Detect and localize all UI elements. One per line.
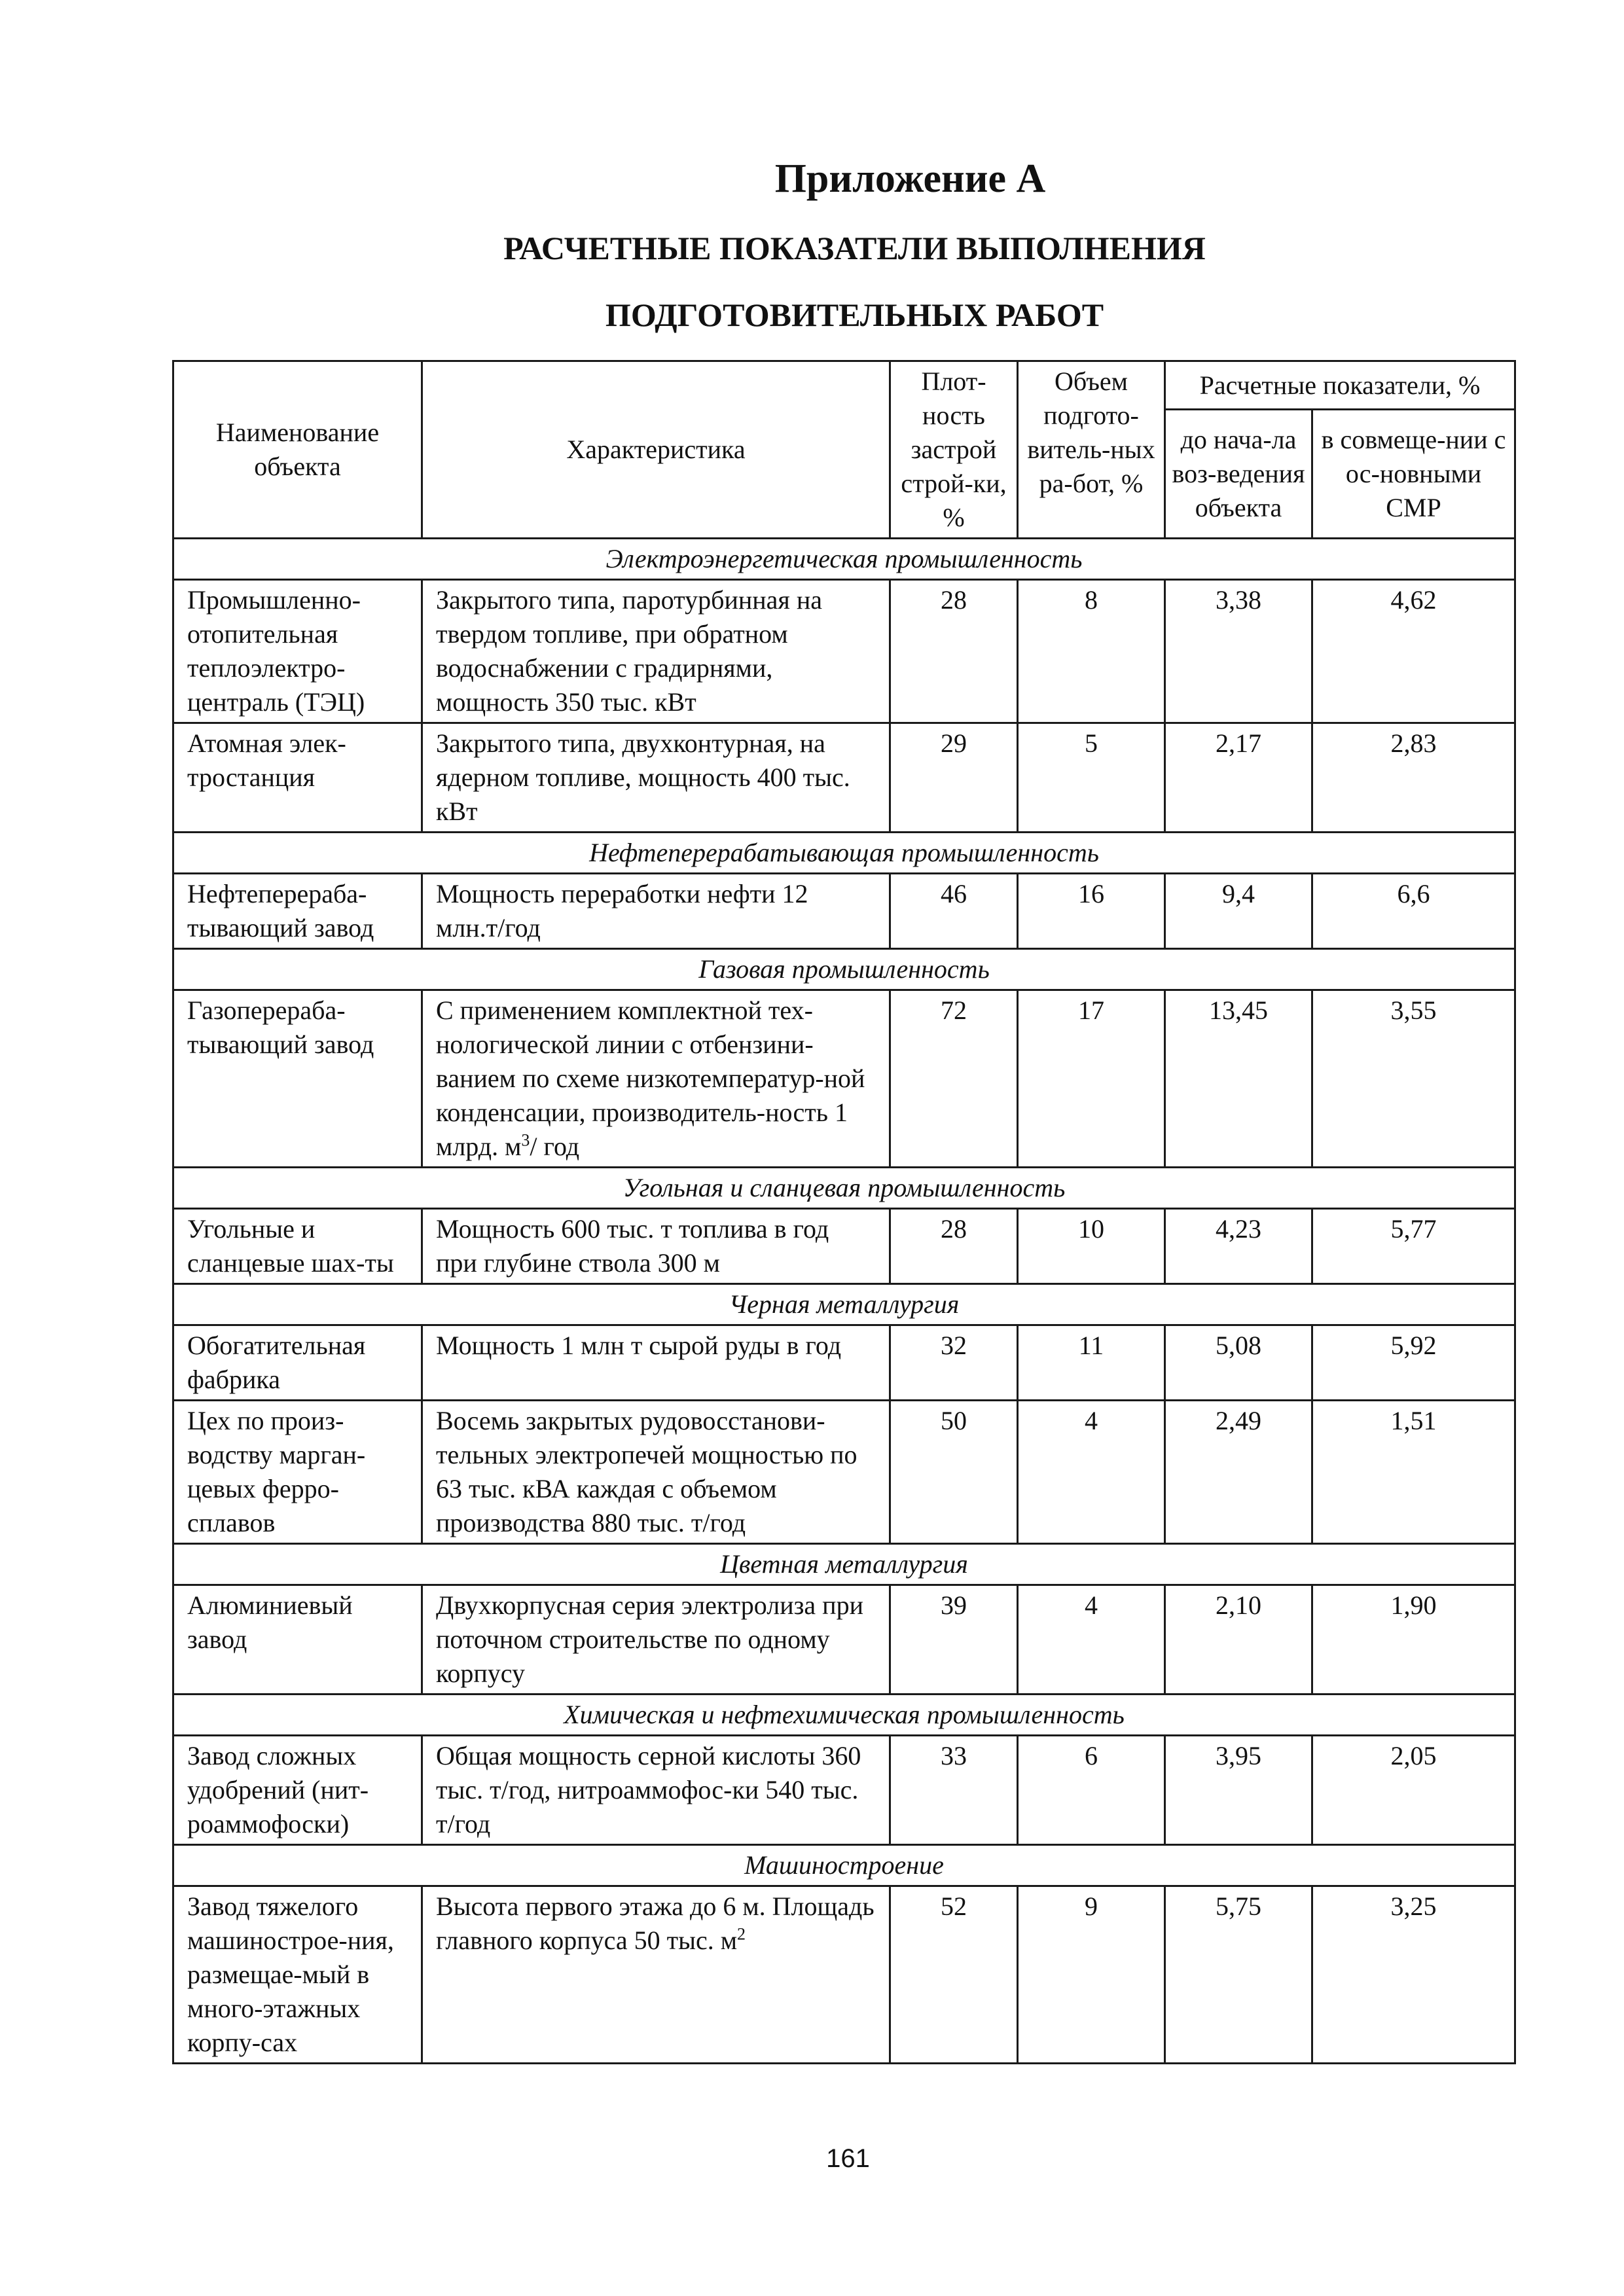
density-value: 28	[890, 1209, 1018, 1284]
combined-value: 2,83	[1312, 723, 1515, 833]
object-name: Угольные и сланцевые шах-ты	[173, 1209, 422, 1284]
section-title: Черная металлургия	[173, 1284, 1515, 1325]
object-characteristic: Общая мощность серной кислоты 360 тыс. т/год, нитроаммофос-ки 540 тыс. т/год	[422, 1736, 890, 1845]
header-combined: в совмеще-нии с ос-новными СМР	[1312, 410, 1515, 539]
superscript: 2	[737, 1924, 746, 1944]
table-row	[173, 874, 1515, 949]
characteristic-text: С применением комплектной тех-нологической линии с отбензини-ванием по схеме низкотемператур-ной конденсации, производитель-ность 1 млрд. м	[436, 996, 865, 1161]
appendix-title: Приложение А	[774, 156, 1046, 201]
combined-value: 1,51	[1312, 1401, 1515, 1544]
volume-value: 5	[1018, 723, 1165, 833]
section-row	[173, 833, 1515, 874]
density-value: 32	[890, 1325, 1018, 1401]
section-title: Угольная и сланцевая промышленность	[173, 1168, 1515, 1209]
density-value: 39	[890, 1585, 1018, 1695]
before-value: 2,17	[1165, 723, 1312, 833]
table-row	[173, 1886, 1515, 2064]
object-characteristic: Мощность переработки нефти 12 млн.т/год	[422, 874, 890, 949]
combined-value: 6,6	[1312, 874, 1515, 949]
object-name: Нефтеперераба-тывающий завод	[173, 874, 422, 949]
page-number: 161	[826, 2144, 870, 2173]
section-title: Химическая и нефтехимическая промышленность	[173, 1695, 1515, 1736]
characteristic-tail: / год	[530, 1132, 580, 1161]
before-value: 2,49	[1165, 1401, 1312, 1544]
density-value: 29	[890, 723, 1018, 833]
combined-value: 3,25	[1312, 1886, 1515, 2064]
before-value: 2,10	[1165, 1585, 1312, 1695]
object-name: Атомная элек-тростанция	[173, 723, 422, 833]
object-characteristic	[422, 990, 890, 1168]
object-name: Промышленно-отопительная теплоэлектро-централь (ТЭЦ)	[173, 580, 422, 723]
table-header-row	[173, 361, 1515, 410]
before-value: 9,4	[1165, 874, 1312, 949]
object-name: Алюминиевый завод	[173, 1585, 422, 1695]
before-value: 3,38	[1165, 580, 1312, 723]
combined-value: 3,55	[1312, 990, 1515, 1168]
table-row	[173, 1401, 1515, 1544]
object-name: Завод сложных удобрений (нит-роаммофоски)	[173, 1736, 422, 1845]
density-value: 52	[890, 1886, 1018, 2064]
header-volume: Объем подгото-витель-ных ра-бот, %	[1018, 361, 1165, 539]
section-row	[173, 949, 1515, 990]
volume-value: 6	[1018, 1736, 1165, 1845]
before-value: 5,75	[1165, 1886, 1312, 2064]
volume-value: 17	[1018, 990, 1165, 1168]
object-name: Обогатительная фабрика	[173, 1325, 422, 1401]
section-title: Газовая промышленность	[173, 949, 1515, 990]
table-row	[173, 1585, 1515, 1695]
table-row	[173, 1325, 1515, 1401]
combined-value: 1,90	[1312, 1585, 1515, 1695]
section-title: Цветная металлургия	[173, 1544, 1515, 1585]
object-characteristic: Двухкорпусная серия электролиза при поточном строительстве по одному корпусу	[422, 1585, 890, 1695]
header-before: до нача-ла воз-ведения объекта	[1165, 410, 1312, 539]
combined-value: 2,05	[1312, 1736, 1515, 1845]
combined-value: 5,77	[1312, 1209, 1515, 1284]
section-row	[173, 1544, 1515, 1585]
heading-line-2: ПОДГОТОВИТЕЛЬНЫХ РАБОТ	[605, 296, 1104, 333]
volume-value: 10	[1018, 1209, 1165, 1284]
object-name: Цех по произ-водству марган-цевых ферро-сплавов	[173, 1401, 422, 1544]
section-row	[173, 1845, 1515, 1886]
section-row	[173, 1168, 1515, 1209]
combined-value: 4,62	[1312, 580, 1515, 723]
header-indicators: Расчетные показатели, %	[1165, 361, 1515, 410]
density-value: 72	[890, 990, 1018, 1168]
object-characteristic: Закрытого типа, паротурбинная на твердом топливе, при обратном водоснабжении с градирнями, мощность 350 тыс. кВт	[422, 580, 890, 723]
volume-value: 4	[1018, 1401, 1165, 1544]
volume-value: 9	[1018, 1886, 1165, 2064]
header-density: Плот-ность застрой строй-ки, %	[890, 361, 1018, 539]
density-value: 33	[890, 1736, 1018, 1845]
heading-line-1: РАСЧЕТНЫЕ ПОКАЗАТЕЛИ ВЫПОЛНЕНИЯ	[503, 230, 1206, 266]
section-title: Машиностроение	[173, 1845, 1515, 1886]
before-value: 3,95	[1165, 1736, 1312, 1845]
header-characteristic: Характеристика	[422, 361, 890, 539]
object-characteristic: Восемь закрытых рудовосстанови-тельных электропечей мощностью по 63 тыс. кВА каждая с объемом производства 880 тыс. т/год	[422, 1401, 890, 1544]
volume-value: 8	[1018, 580, 1165, 723]
before-value: 5,08	[1165, 1325, 1312, 1401]
density-value: 46	[890, 874, 1018, 949]
section-row	[173, 539, 1515, 580]
header-name: Наименование объекта	[173, 361, 422, 539]
table-row	[173, 1736, 1515, 1845]
object-name: Газоперераба-тывающий завод	[173, 990, 422, 1168]
object-characteristic	[422, 1886, 890, 2064]
density-value: 28	[890, 580, 1018, 723]
table-row	[173, 990, 1515, 1168]
object-characteristic: Мощность 600 тыс. т топлива в год при глубине ствола 300 м	[422, 1209, 890, 1284]
table-row	[173, 580, 1515, 723]
before-value: 13,45	[1165, 990, 1312, 1168]
superscript: 3	[521, 1130, 530, 1150]
before-value: 4,23	[1165, 1209, 1312, 1284]
volume-value: 11	[1018, 1325, 1165, 1401]
object-characteristic: Закрытого типа, двухконтурная, на ядерном топливе, мощность 400 тыс. кВт	[422, 723, 890, 833]
density-value: 50	[890, 1401, 1018, 1544]
combined-value: 5,92	[1312, 1325, 1515, 1401]
table-row	[173, 723, 1515, 833]
section-title: Электроэнергетическая промышленность	[173, 539, 1515, 580]
section-row	[173, 1695, 1515, 1736]
object-characteristic: Мощность 1 млн т сырой руды в год	[422, 1325, 890, 1401]
section-row	[173, 1284, 1515, 1325]
volume-value: 4	[1018, 1585, 1165, 1695]
object-name: Завод тяжелого машинострое-ния, размещае-мый в много-этажных корпу-сах	[173, 1886, 422, 2064]
characteristic-text: Высота первого этажа до 6 м. Площадь главного корпуса 50 тыс. м	[436, 1892, 875, 1955]
section-title: Нефтеперерабатывающая промышленность	[173, 833, 1515, 874]
volume-value: 16	[1018, 874, 1165, 949]
indicators-table	[172, 360, 1516, 2064]
table-row	[173, 1209, 1515, 1284]
